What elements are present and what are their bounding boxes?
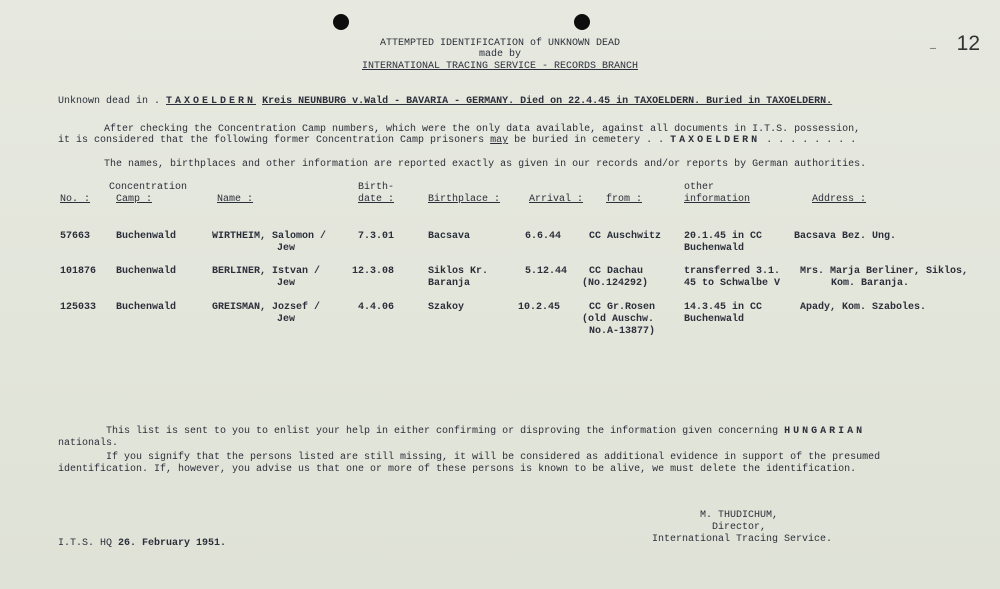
town-name: TAXOELDERN bbox=[166, 96, 257, 107]
cell-name-2: Jew bbox=[277, 278, 296, 289]
header-other-top: other bbox=[684, 182, 715, 193]
header-no: No. : bbox=[60, 194, 91, 205]
cell-address-2: Kom. Baranja. bbox=[831, 278, 910, 289]
signer-organization: International Tracing Service. bbox=[652, 534, 833, 545]
cell-name-2: Jew bbox=[277, 314, 296, 325]
header-from: from : bbox=[606, 194, 643, 205]
cell-birthplace: Szakoy bbox=[428, 302, 465, 313]
cell-other-2: Buchenwald bbox=[684, 314, 745, 325]
cell-name: WIRTHEIM, Salomon / bbox=[212, 231, 327, 242]
cell-camp: Buchenwald bbox=[116, 302, 177, 313]
cell-name-2: Jew bbox=[277, 243, 296, 254]
pencil-mark: — bbox=[929, 44, 936, 55]
header-other: information bbox=[684, 194, 751, 205]
cell-no: 101876 bbox=[60, 266, 97, 277]
cell-other: transferred 3.1. bbox=[684, 266, 781, 277]
cemetery-name: TAXOELDERN bbox=[670, 135, 761, 146]
punch-hole-left bbox=[333, 14, 349, 30]
cell-from: CC Auschwitz bbox=[589, 231, 662, 242]
header-arrival: Arrival : bbox=[529, 194, 584, 205]
paragraph-1-line-1: After checking the Concentration Camp numbers, which were the only data available, against all documents in I.T.S. possession, bbox=[104, 124, 861, 135]
footer-place: I.T.S. HQ bbox=[58, 538, 113, 549]
footer-date: 26. February 1951. bbox=[118, 538, 227, 549]
nationality: HUNGARIAN bbox=[784, 426, 866, 437]
closing-paragraph-1-line-1: This list is sent to you to enlist your help in either confirming or disproving the information given concerning HUNGARIAN bbox=[106, 426, 866, 437]
closing-paragraph-1-line-2: nationals. bbox=[58, 438, 119, 449]
header-birthplace: Birthplace : bbox=[428, 194, 501, 205]
unknown-dead-prefix: Unknown dead in bbox=[58, 96, 149, 107]
location-details: Kreis NEUNBURG v.Wald - BAVARIA - GERMANY. Died on 22.4.45 in TAXOELDERN. Buried in TAXOELDERN. bbox=[262, 96, 833, 107]
cell-birthdate: 12.3.08 bbox=[352, 266, 395, 277]
cell-birthplace: Bacsava bbox=[428, 231, 471, 242]
may-word: may bbox=[490, 135, 509, 146]
header-name: Name : bbox=[217, 194, 254, 205]
header-birthdate: date : bbox=[358, 194, 395, 205]
cell-arrival: 6.6.44 bbox=[525, 231, 562, 242]
cell-birthplace-2: Baranja bbox=[428, 278, 471, 289]
cell-other: 14.3.45 in CC bbox=[684, 302, 763, 313]
header-camp-top: Concentration bbox=[109, 182, 188, 193]
closing-paragraph-2-line-1: If you signify that the persons listed are still missing, it will be considered as additional evidence in support of the presumed bbox=[106, 452, 881, 463]
signer-name: M. THUDICHUM, bbox=[700, 510, 779, 521]
cell-from: CC Dachau bbox=[589, 266, 644, 277]
cell-name: BERLINER, Istvan / bbox=[212, 266, 321, 277]
cell-camp: Buchenwald bbox=[116, 266, 177, 277]
cell-from-3: No.A-13877) bbox=[589, 326, 656, 337]
page-number: 12 bbox=[956, 32, 980, 55]
cell-address: Bacsava Bez. Ung. bbox=[794, 231, 897, 242]
cell-birthdate: 7.3.01 bbox=[358, 231, 395, 242]
paragraph-2: The names, birthplaces and other information are reported exactly as given in our records and/or reports by German authorities. bbox=[104, 159, 867, 170]
cell-other-2: Buchenwald bbox=[684, 243, 745, 254]
cell-camp: Buchenwald bbox=[116, 231, 177, 242]
cell-from: CC Gr.Rosen bbox=[589, 302, 656, 313]
cell-no: 57663 bbox=[60, 231, 91, 242]
cell-birthplace: Siklos Kr. bbox=[428, 266, 489, 277]
closing-paragraph-2-line-2: identification. If, however, you advise us that one or more of these persons is known to be alive, we must delete the identification. bbox=[58, 464, 857, 475]
unknown-dead-line: Unknown dead in . TAXOELDERN Kreis NEUNBURG v.Wald - BAVARIA - GERMANY. Died on 22.4.45 in TAXOELDERN. Buried in TAXOELDERN. bbox=[58, 96, 833, 107]
cell-from-2: (No.124292) bbox=[582, 278, 649, 289]
footer-place-date bbox=[58, 538, 226, 550]
cell-other: 20.1.45 in CC bbox=[684, 231, 763, 242]
cell-from-2: (old Auschw. bbox=[582, 314, 655, 325]
cell-other-2: 45 to Schwalbe V bbox=[684, 278, 781, 289]
signer-title: Director, bbox=[712, 522, 767, 533]
header-camp: Camp : bbox=[116, 194, 153, 205]
cell-arrival: 10.2.45 bbox=[518, 302, 561, 313]
header-address: Address : bbox=[812, 194, 867, 205]
cell-birthdate: 4.4.06 bbox=[358, 302, 395, 313]
made-by: made by bbox=[478, 49, 521, 60]
punch-hole-right bbox=[574, 14, 590, 30]
organization-branch: INTERNATIONAL TRACING SERVICE - RECORDS BRANCH bbox=[361, 61, 639, 72]
document-title: ATTEMPTED IDENTIFICATION of UNKNOWN DEAD bbox=[379, 38, 621, 49]
cell-name: GREISMAN, Jozsef / bbox=[212, 302, 321, 313]
cell-address: Apady, Kom. Szaboles. bbox=[800, 302, 927, 313]
cell-no: 125033 bbox=[60, 302, 97, 313]
cell-address: Mrs. Marja Berliner, Siklos, bbox=[800, 266, 969, 277]
header-birthdate-top: Birth- bbox=[358, 182, 395, 193]
paragraph-1-line-2: it is considered that the following former Concentration Camp prisoners may be buried in cemetery . . TAXOELDERN . . . . . . . . bbox=[58, 135, 857, 146]
cell-arrival: 5.12.44 bbox=[525, 266, 568, 277]
